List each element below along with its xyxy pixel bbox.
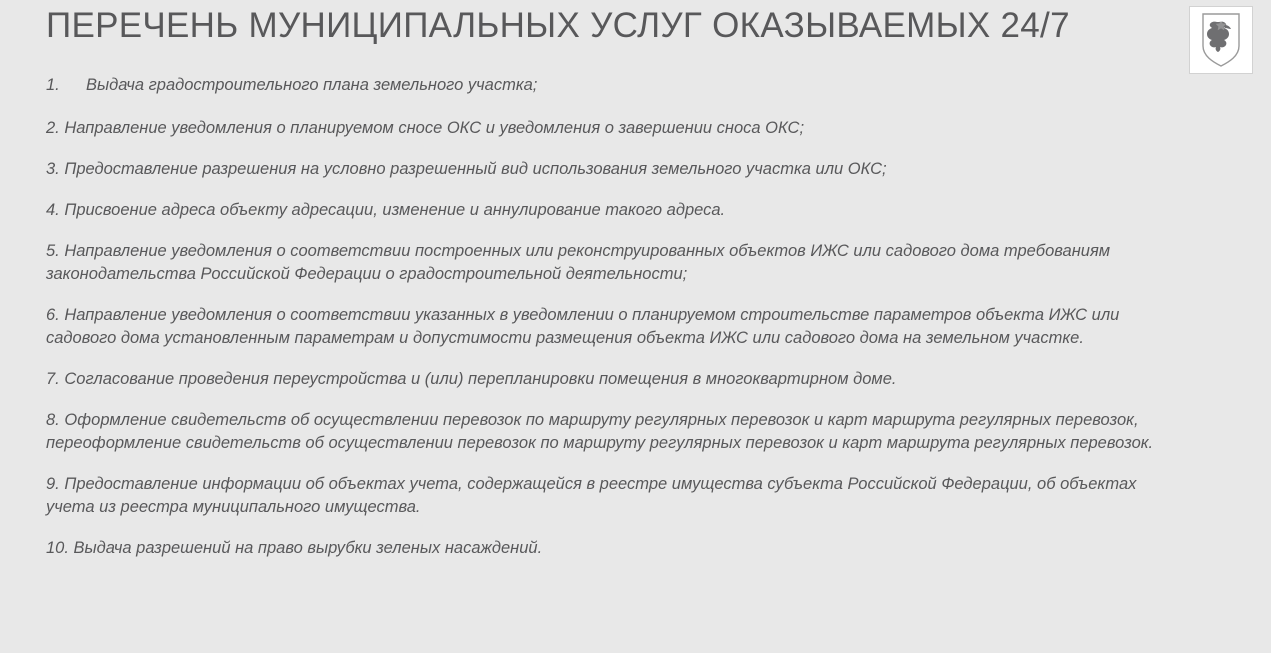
services-list	[46, 74, 1156, 578]
list-item-text: Предоставление информации об объектах учета, содержащейся в реестре имущества субъекта Российской Федерации, об объектах учета из реестра муниципального имущества.	[46, 475, 1137, 516]
list-item	[46, 304, 1156, 350]
list-item-number: 6.	[46, 306, 60, 324]
list-item-text: Направление уведомления о соответствии указанных в уведомлении о планируемом строительстве параметров объекта ИЖС или садового дома установленным параметрам и допустимости размещения объекта ИЖС или садового дома на земельном участке.	[46, 306, 1120, 347]
list-item-text: Выдача градостроительного плана земельного участка;	[86, 76, 538, 94]
list-item-text: Присвоение адреса объекту адресации, изменение и аннулирование такого адреса.	[64, 201, 726, 219]
list-item	[46, 199, 1156, 222]
list-item-number: 2.	[46, 119, 60, 137]
list-item-number: 3.	[46, 160, 60, 178]
list-item-number: 5.	[46, 242, 60, 260]
list-item	[46, 117, 1156, 140]
list-item	[46, 473, 1156, 519]
list-item	[46, 240, 1156, 286]
coat-of-arms-icon	[1189, 6, 1253, 74]
list-item-number: 10.	[46, 539, 69, 557]
list-item	[46, 158, 1156, 181]
list-item-text: Согласование проведения переустройства и (или) перепланировки помещения в многоквартирном доме.	[64, 370, 897, 388]
list-item-text: Направление уведомления о соответствии построенных или реконструированных объектов ИЖС или садового дома требованиям законодательства Российской Федерации о градостроительной деятельности;	[46, 242, 1111, 283]
list-item-number: 7.	[46, 370, 60, 388]
list-item-number: 4.	[46, 201, 60, 219]
list-item	[46, 368, 1156, 391]
list-item-text: Выдача разрешений на право вырубки зеленых насаждений.	[73, 539, 543, 557]
list-item	[46, 537, 1156, 560]
list-item-number: 8.	[46, 411, 60, 429]
page-title: ПЕРЕЧЕНЬ МУНИЦИПАЛЬНЫХ УСЛУГ ОКАЗЫВАЕМЫХ 24/7	[46, 6, 1070, 45]
list-item	[46, 74, 1156, 97]
list-item-number: 9.	[46, 475, 60, 493]
list-item-number: 1.	[46, 76, 60, 94]
list-item-text: Оформление свидетельств об осуществлении перевозок по маршруту регулярных перевозок и карт маршрута регулярных перевозок, переоформление свидетельств об осуществлении перевозок по маршруту регулярных перевозок и карт маршрута регулярных перевозок.	[46, 411, 1154, 452]
list-item	[46, 409, 1156, 455]
list-item-text: Направление уведомления о планируемом сносе ОКС и уведомления о завершении сноса ОКС;	[64, 119, 805, 137]
list-item-text: Предоставление разрешения на условно разрешенный вид использования земельного участка или ОКС;	[64, 160, 887, 178]
